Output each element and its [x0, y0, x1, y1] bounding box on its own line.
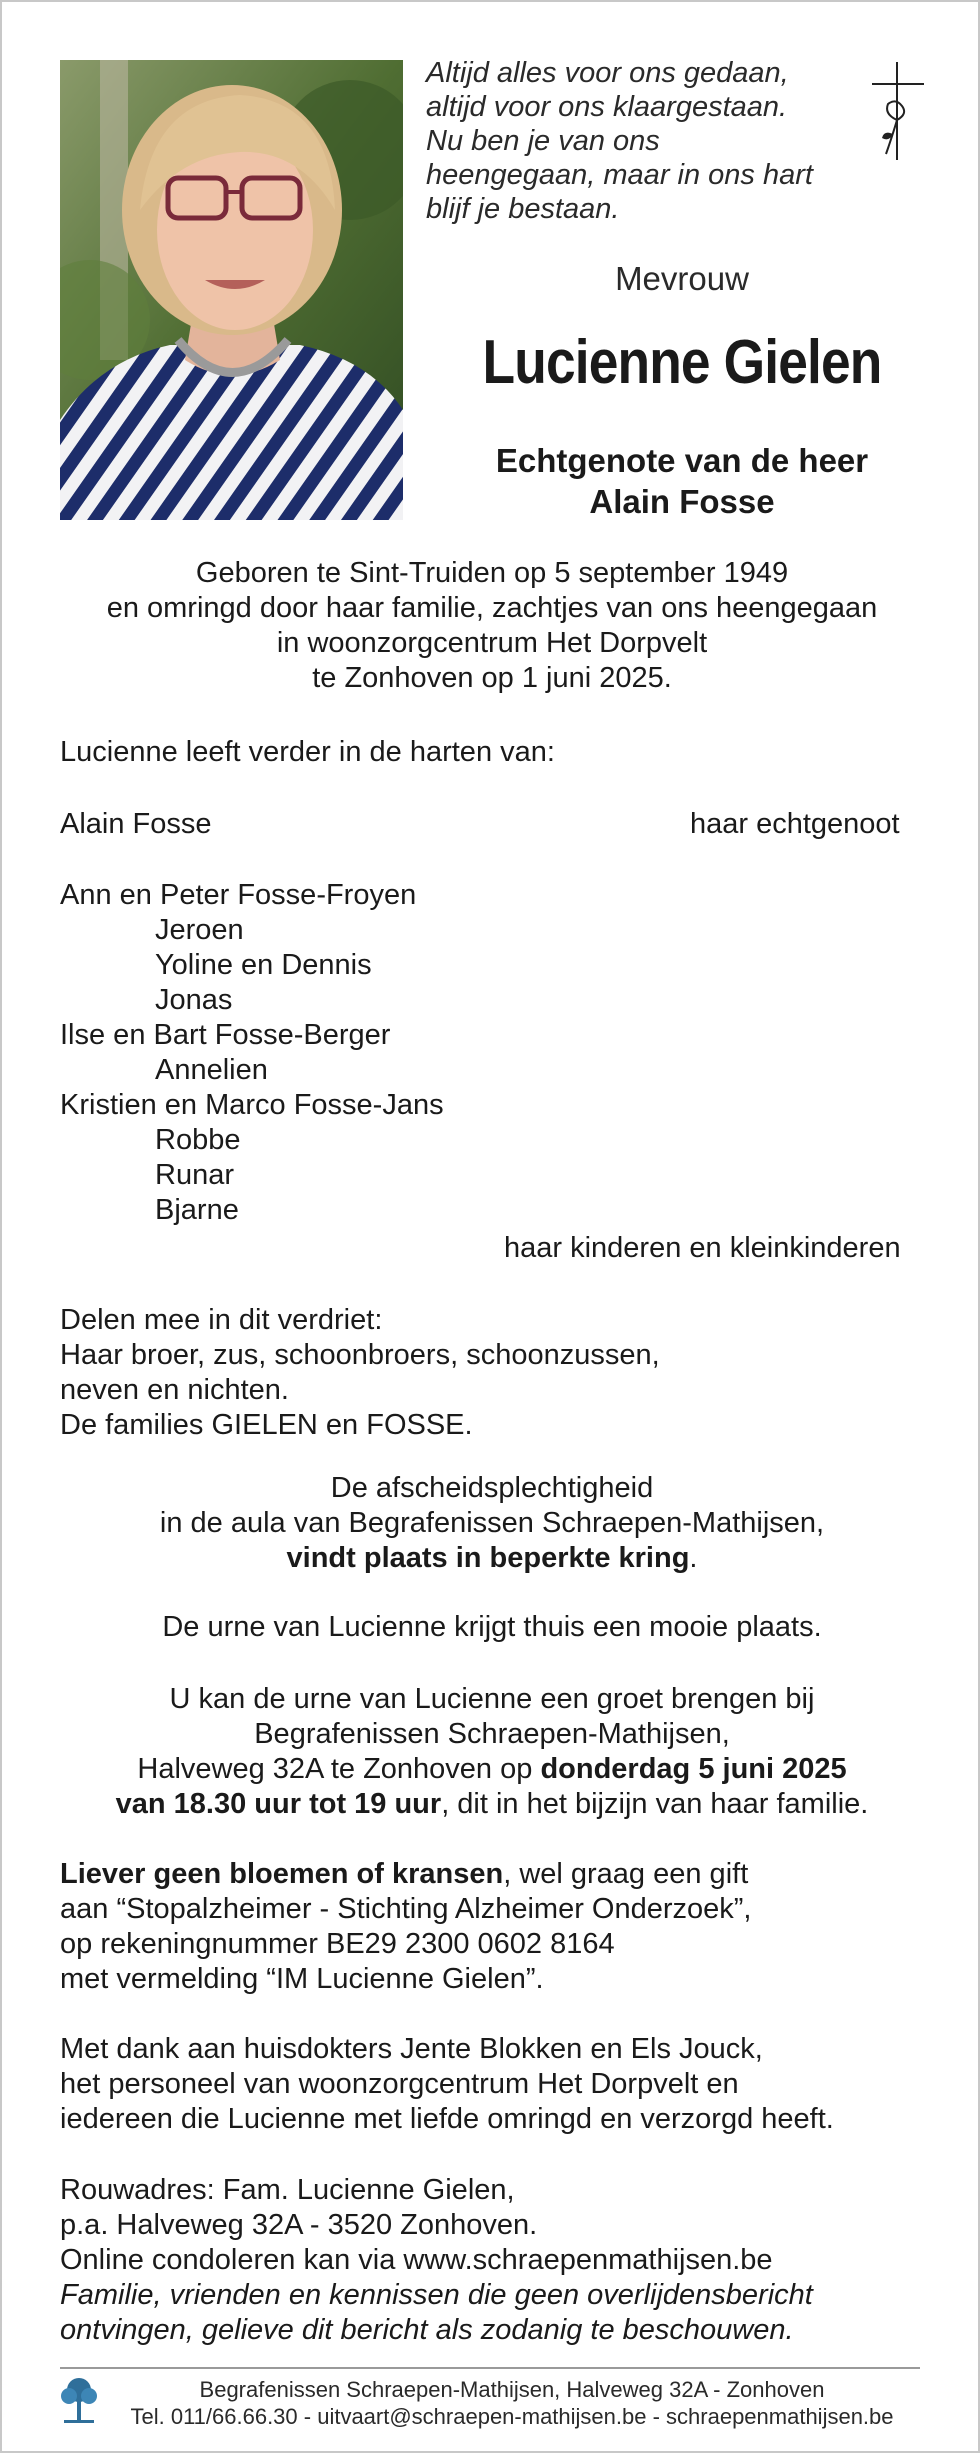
- husband-name: Alain Fosse: [60, 808, 212, 840]
- family-line: Ilse en Bart Fosse-Berger: [60, 1019, 391, 1051]
- donation-line: aan “Stopalzheimer - Stichting Alzheimer Onderzoek”,: [60, 1893, 752, 1925]
- address-line: p.a. Halveweg 32A - 3520 Zonhoven.: [60, 2209, 538, 2241]
- info-line: en omringd door haar familie, zachtjes van ons heengegaan: [106, 592, 878, 624]
- family-line: Kristien en Marco Fosse-Jans: [60, 1089, 444, 1121]
- urn-info: [2, 1610, 980, 1645]
- info-line: in woonzorgcentrum Het Dorpvelt: [276, 627, 708, 659]
- grief-line: neven en nichten.: [60, 1374, 289, 1406]
- funeral-home-footer: [102, 2376, 922, 2430]
- poem-line: Nu ben je van ons: [426, 125, 660, 157]
- footer-divider: [60, 2367, 920, 2369]
- urn-line: De urne van Lucienne krijgt thuis een mooie plaats.: [162, 1611, 822, 1643]
- family-line: Jonas: [155, 984, 233, 1016]
- portrait-photo: [60, 60, 403, 520]
- family-line: Annelien: [155, 1054, 268, 1086]
- family-line: Yoline en Dennis: [155, 949, 372, 981]
- tree-logo-icon: [60, 2374, 98, 2424]
- children-role: haar kinderen en kleinkinderen: [504, 1232, 901, 1264]
- notice-line: Familie, vrienden en kennissen die geen overlijdensbericht: [60, 2279, 813, 2311]
- visit-line: [2, 1752, 980, 1787]
- deceased-name: Lucienne Gielen: [482, 328, 882, 397]
- spouse-line: Echtgenote van de heer: [495, 442, 869, 479]
- no-flowers-request: Liever geen bloemen of kransen: [60, 1858, 504, 1890]
- grief-line: Delen mee in dit verdriet:: [60, 1304, 383, 1336]
- children-list: [60, 878, 960, 1228]
- cross-rose-icon: [862, 62, 932, 162]
- poem-line: altijd voor ons klaargestaan.: [426, 91, 788, 123]
- visit-line: U kan de urne van Lucienne een groet brengen bij: [169, 1683, 815, 1715]
- gift-request: , wel graag een gift: [503, 1858, 749, 1890]
- birth-death-info: [2, 556, 980, 696]
- grief-line: De families GIELEN en FOSSE.: [60, 1409, 473, 1441]
- address-line: Rouwadres: Fam. Lucienne Gielen,: [60, 2174, 515, 2206]
- family-line: Ann en Peter Fosse-Froyen: [60, 879, 417, 911]
- info-line: te Zonhoven op 1 juni 2025.: [312, 662, 672, 694]
- honorific: Mevrouw: [615, 260, 749, 297]
- grief-line: Haar broer, zus, schoonbroers, schoonzussen,: [60, 1339, 660, 1371]
- ceremony-line: De afscheidsplechtigheid: [330, 1472, 654, 1504]
- thanks-line: het personeel van woonzorgcentrum Het Dorpvelt en: [60, 2068, 739, 2100]
- ceremony-emphasis: vindt plaats in beperkte kring: [286, 1542, 690, 1574]
- spouse-line: Alain Fosse: [589, 483, 775, 520]
- thanks-line: Met dank aan huisdokters Jente Blokken en Els Jouck,: [60, 2033, 763, 2065]
- ceremony-period: .: [689, 1542, 698, 1574]
- visit-info: [2, 1682, 980, 1822]
- ceremony-info: [2, 1471, 980, 1576]
- ceremony-line: in de aula van Begrafenissen Schraepen-Mathijsen,: [159, 1507, 825, 1539]
- family-line: Robbe: [155, 1124, 241, 1156]
- spouse-info: [432, 440, 932, 522]
- lives-on-heading: [60, 735, 960, 770]
- lives-on-text: Lucienne leeft verder in de harten van:: [60, 736, 555, 768]
- visit-line: [2, 1787, 980, 1822]
- footer-line: Begrafenissen Schraepen-Mathijsen, Halveweg 32A - Zonhoven: [199, 2377, 825, 2402]
- husband-role: haar echtgenoot: [690, 808, 900, 840]
- donation-info: [60, 1857, 960, 1997]
- family-line: Jeroen: [155, 914, 244, 946]
- notice-line: ontvingen, gelieve dit bericht als zodanig te beschouwen.: [60, 2314, 794, 2346]
- family-line: Runar: [155, 1159, 234, 1191]
- donation-line: met vermelding “IM Lucienne Gielen”.: [60, 1963, 544, 1995]
- visit-date: donderdag 5 juni 2025: [540, 1753, 847, 1785]
- visit-address: Halveweg 32A te Zonhoven op: [137, 1753, 541, 1785]
- thanks-line: iedereen die Lucienne met liefde omringd en verzorgd heeft.: [60, 2103, 834, 2135]
- info-line: Geboren te Sint-Truiden op 5 september 1949: [195, 557, 789, 589]
- thanks-info: [60, 2032, 960, 2137]
- visit-time: van 18.30 uur tot 19 uur: [115, 1788, 442, 1820]
- address-info: [60, 2173, 960, 2348]
- poem-line: Altijd alles voor ons gedaan,: [426, 57, 789, 89]
- poem-line: blijf je bestaan.: [426, 193, 620, 225]
- visit-line: Begrafenissen Schraepen-Mathijsen,: [254, 1718, 730, 1750]
- donation-line: op rekeningnummer BE29 2300 0602 8164: [60, 1928, 615, 1960]
- poem-line: heengegaan, maar in ons hart: [426, 159, 813, 191]
- family-line: Bjarne: [155, 1194, 239, 1226]
- donation-line: [60, 1857, 960, 1892]
- address-line: Online condoleren kan via www.schraepenmathijsen.be: [60, 2244, 773, 2276]
- ceremony-line: [2, 1541, 980, 1576]
- grief-sharers: [60, 1303, 960, 1443]
- visit-note: , dit in het bijzijn van haar familie.: [441, 1788, 869, 1820]
- footer-line: Tel. 011/66.66.30 - uitvaart@schraepen-mathijsen.be - schraepenmathijsen.be: [130, 2404, 894, 2429]
- memorial-poem: [426, 56, 856, 226]
